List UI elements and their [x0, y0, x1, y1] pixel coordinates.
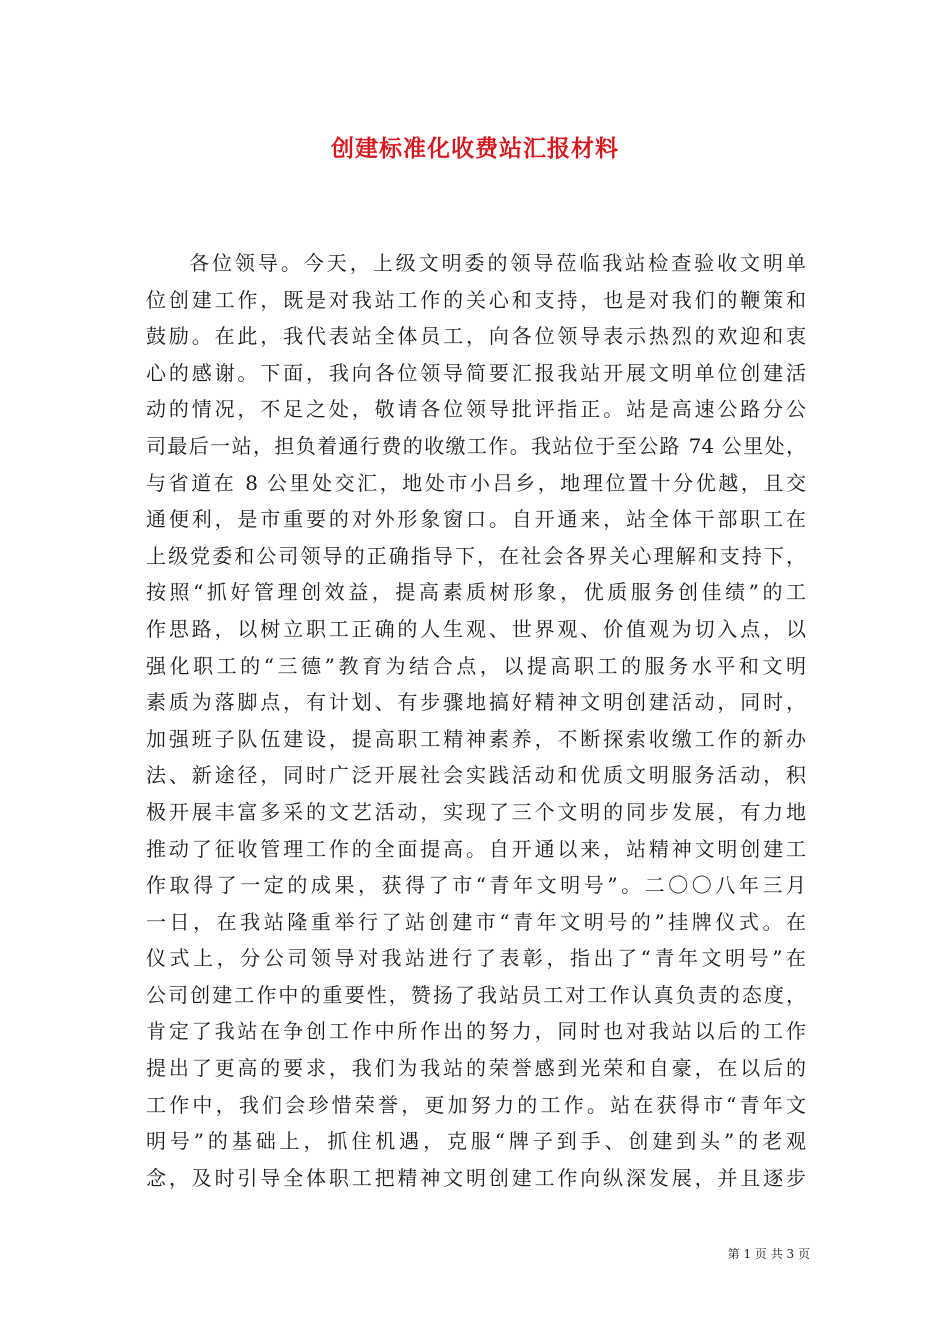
text-line: 通便利，是市重要的对外形象窗口。自开通来，站全体干部职工在 — [146, 507, 806, 532]
text-line: 推动了征收管理工作的全面提高。自开通以来，站精神文明创建工 — [146, 836, 806, 861]
text-line: 动的情况，不足之处，敬请各位领导批评指正。站是高速公路分公 — [146, 397, 806, 422]
text-line: 心的感谢。下面，我向各位领导简要汇报我站开展文明单位创建活 — [146, 360, 806, 385]
text-line: 位创建工作，既是对我站工作的关心和支持，也是对我们的鞭策和 — [146, 287, 806, 312]
text-line: 司最后一站，担负着通行费的收缴工作。我站位于至公路 74 公里处， — [146, 433, 806, 458]
body-paragraph — [146, 245, 806, 1196]
text-line: 仪式上，分公司领导对我站进行了表彰，指出了“青年文明号”在 — [146, 946, 806, 971]
text-line: 念，及时引导全体职工把精神文明创建工作向纵深发展，并且逐步 — [146, 1165, 806, 1190]
text-line: 公司创建工作中的重要性，赞扬了我站员工对工作认真负责的态度， — [146, 982, 806, 1007]
text-line: 肯定了我站在争创工作中所作出的努力，同时也对我站以后的工作 — [146, 1019, 806, 1044]
text-line: 与省道在 8 公里处交汇，地处市小吕乡，地理位置十分优越，且交 — [146, 470, 806, 495]
text-line: 按照“抓好管理创效益，提高素质树形象，优质服务创佳绩”的工 — [146, 580, 806, 605]
text-line: 作思路，以树立职工正确的人生观、世界观、价值观为切入点，以 — [146, 616, 806, 641]
text-line: 法、新途径，同时广泛开展社会实践活动和优质文明服务活动，积 — [146, 763, 806, 788]
text-line: 加强班子队伍建设，提高职工精神素养，不断探索收缴工作的新办 — [146, 726, 806, 751]
text-line: 工作中，我们会珍惜荣誉，更加努力的工作。站在获得市“青年文 — [146, 1092, 806, 1117]
text-line: 极开展丰富多采的文艺活动，实现了三个文明的同步发展，有力地 — [146, 799, 806, 824]
text-line: 各位领导。今天，上级文明委的领导莅临我站检查验收文明单 — [189, 251, 806, 275]
text-line: 鼓励。在此，我代表站全体员工，向各位领导表示热烈的欢迎和衷 — [146, 324, 806, 349]
text-line: 明号”的基础上，抓住机遇，克服“牌子到手、创建到头”的老观 — [146, 1129, 806, 1154]
text-line: 强化职工的“三德”教育为结合点，以提高职工的服务水平和文明 — [146, 653, 806, 678]
text-line: 提出了更高的要求，我们为我站的荣誉感到光荣和自豪，在以后的 — [146, 1056, 806, 1081]
text-line: 作取得了一定的成果，获得了市“青年文明号”。二〇〇八年三月 — [146, 873, 806, 898]
text-line: 素质为落脚点，有计划、有步骤地搞好精神文明创建活动，同时， — [146, 690, 806, 715]
text-line: 一日，在我站隆重举行了站创建市“青年文明号的”挂牌仪式。在 — [146, 909, 806, 934]
page-number: 第 1 页 共 3 页 — [727, 1247, 810, 1261]
text-line: 上级党委和公司领导的正确指导下，在社会各界关心理解和支持下， — [146, 543, 806, 568]
document-title: 创建标准化收费站汇报材料 — [331, 135, 619, 162]
